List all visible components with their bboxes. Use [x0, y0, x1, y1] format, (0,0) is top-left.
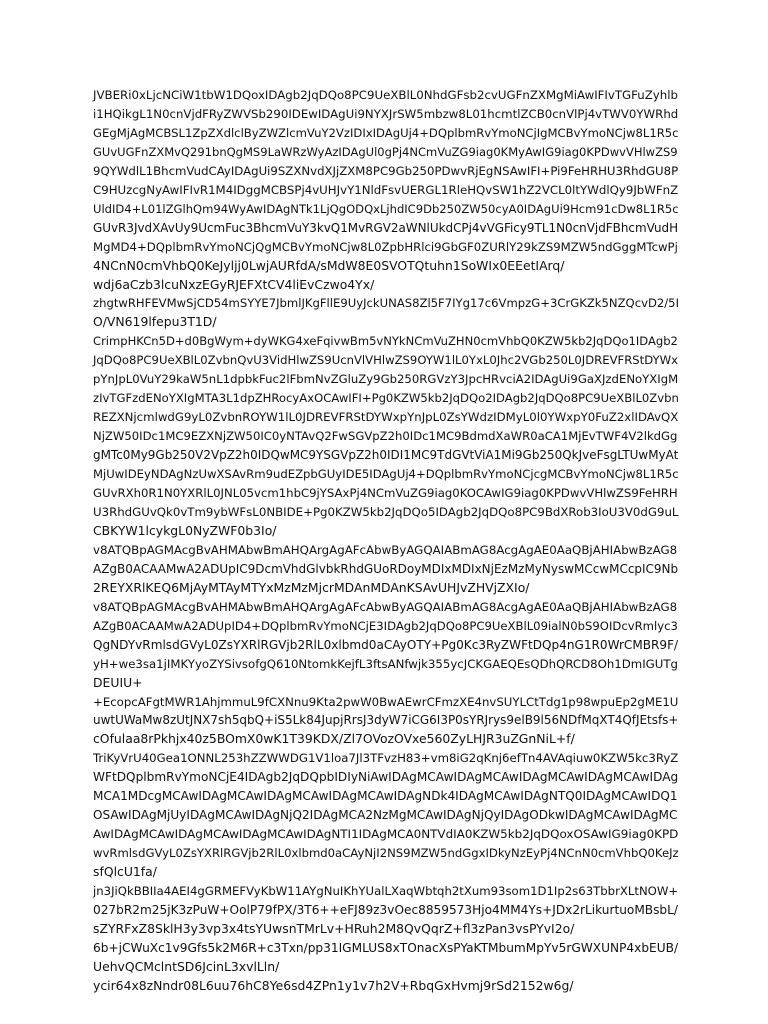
text-line: v8ATQBpAGMAcgBvAHMAbwBmAHQArgAgAFcAbwByAGQAIABmAG8AcgAgAE0AaQBjAHIAbwBzAG8 — [93, 542, 678, 557]
text-line: sZYRFxZ8SklH3y3vp3x4tsYUwsnTMrLv+HRuh2M8QvQqrZ+fl3zPan3vsPYvI2o/ — [93, 920, 575, 936]
text-line: zhgtwRHFEVMwSjCD54mSYYE7JbmlJKgFllE9UyJckUNAS8Zl5F7IYg17c6VmpzG+3CrGKZk5NZQcvD2/5I — [93, 296, 679, 311]
text-line: yH+we3sa1jIMKYyoZYSivsofgQ610NtomkKejfL3ftsANfwjk355ycJCKGAEQEsQDhQRCD8Oh1DmIGUTg — [93, 656, 678, 671]
text-line: 4NCnN0cmVhbQ0KeJyljj0LwjAURfdA/sMdW8E0SVOTQtuhn1SoWIx0EEetIArq/ — [93, 257, 565, 273]
text-line: U3RhdGUvQk0vTm9ybWFsL0NBIDE+Pg0KZW5kb2JqDQo5IDAgb2JqDQo8PC9BdXRob3IoU3V0dG9uL — [93, 504, 679, 519]
text-line: AZgB0ACAAMwA2ADUpIC9DcmVhdGlvbkRhdGUoRDoyMDIxMDIxNjEzMzMyNyswMCcwMCcpIC9Nb — [93, 561, 679, 576]
text-line: ycir64x8zNndr08L6uu76hC8Ye6sd4ZPn1y1v7h2V+RbqGxHvmj9rSd2152w6g/ — [93, 977, 574, 993]
text-line: wvRmlsdGVyL0ZsYXRlRGVjb2RlL0xlbmd0aCAyNjI2NS9MZW5ndGgxIDkyNzEyPj4NCnN0cmVhbQ0KeJz — [93, 846, 679, 861]
text-line: pYnJpL0VuY29kaW5nL1dpbkFuc2lFbmNvZGluZy9Gb250RGVzY3JpcHRvciA2IDAgUi9GaXJzdENoYXIgM — [93, 372, 679, 387]
text-line: gMTc0My9Gb250V2VpZ2h0IDQwMC9YSGVpZ2h0IDI1MC9TdGVtViA1Mi9Gb250QkJveFsgLTUwMyAt — [93, 448, 679, 463]
text-line: 9QYWdlL1BhcmVudCAyIDAgUi9SZXNvdXJjZXM8PC9Gb250PDwvRjEgNSAwIFI+Pi9FeHRHU3RhdGU8P — [93, 163, 679, 178]
text-line: 027bR2m25jK3zPuW+OolP79fPX/3T6++eFJ89z3vOec8859573Hjo4MM4Ys+JDx2rLikurtuoMBsbL/ — [93, 902, 678, 917]
text-line: GUvR3JvdXAvUy9UcmFuc3BhcmVuY3kvQ1MvRGV2aWNlUkdCPj4vVGFicy9TL1N0cnVjdFBhcmVudH — [93, 220, 679, 235]
text-line: TriKyVrU40Gea1ONNL253hZZWWDG1V1loa7Jl3TFvzH83+vm8iG2qKnj6efTn4AVAqiuw0KZW5kc3RyZ — [93, 751, 679, 766]
text-line: AwIDAgMCAwIDAgMCAwIDAgMCAwIDAgNTI1IDAgMCA0NTVdIA0KZW5kb2JqDQoxOSAwIG9iag0KPD — [93, 827, 679, 842]
text-line: JVBERi0xLjcNCiW1tbW1DQoxIDAgb2JqDQo8PC9UeXBlL0NhdGFsb2cvUGFnZXMgMiAwIFIvTGFuZyhlb — [93, 88, 678, 102]
text-line: 2REYXRlKEQ6MjAyMTAyMTYxMzMzMjcrMDAnMDAnKSAvUHJvZHVjZXIo/ — [93, 579, 530, 595]
text-line: CBKYW1lcykgL0NyZWF0b3Io/ — [93, 522, 277, 538]
text-line: v8ATQBpAGMAcgBvAHMAbwBmAHQArgAgAFcAbwByAGQAIABmAG8AcgAgAE0AaQBjAHIAbwBzAG8 — [93, 599, 678, 614]
text-line: +EcopcAFgtMWR1AhjmmuL9fCXNnu9Kta2pwW0BwAEwrCFmzXE4nvSUYLCtTdg1p98wpuEp2gME1U — [93, 694, 679, 709]
text-line: CrimpHKCn5D+d0BgWym+dyWKG4xeFqivwBm5vNYkNCmVuZHN0cmVhbQ0KZW5kb2JqDQo1IDAgb2 — [93, 334, 678, 349]
text-line: DEUIU+ — [93, 674, 143, 690]
encoded-text-block — [93, 86, 678, 996]
text-line: UehvQCMclntSD6JcinL3xvlLln/ — [93, 958, 280, 974]
text-line: GEgMjAgMCBSL1ZpZXdlclByZWZlcmVuY2VzIDIxIDAgUj4+DQplbmRvYmoNCjIgMCBvYmoNCjw8L1R5c — [93, 125, 679, 140]
text-line: UldID4+L01lZGlhQm94WyAwIDAgNTk1LjQgODQxLjhdIC9Db250ZW50cyA0IDAgUi9Hcm91cDw8L1R5c — [93, 201, 679, 216]
text-line: sfQlcU1fa/ — [93, 864, 157, 880]
text-line: jn3JiQkBBIIa4AEI4gGRMEFVyKbW11AYgNuIKhYUalLXaqWbtqh2tXum93som1D1Ip2s63TbbrXLtNOW+ — [93, 884, 679, 899]
text-line: i1HQikgL1N0cnVjdFRyZWVSb290IDEwIDAgUi9NYXJrSW5mbzw8L01hcmtlZCB0cnVlPj4vTWV0YWRhd — [93, 106, 679, 121]
text-line: uwtUWaMw8zUtJNX7sh5qbQ+iS5Lk84JupjRrsJ3dyW7iCG6I3P0sYRJrys9elB9l56NDfMqXT4QfJEtsfs+ — [93, 713, 679, 728]
text-line: MjUwIDEyNDAgNzUwXSAvRm9udEZpbGUyIDE5IDAgUj4+DQplbmRvYmoNCjcgMCBvYmoNCjw8L1R5c — [93, 467, 679, 482]
text-line: MgMD4+DQplbmRvYmoNCjQgMCBvYmoNCjw8L0ZpbHRlci9GbGF0ZURlY29kZS9MZW5ndGggMTcwPj — [93, 239, 678, 254]
text-line: 6b+jCWuXc1v9Gfs5k2M6R+c3Txn/pp31IGMLUS8xTOnacXsPYaKTMbumMpYv5rGWXUNP4xbEUB/ — [93, 940, 679, 955]
text-line: cOfulaa8rPkhjx40z5BOmX0wK1T39KDX/Zl7OVozOVxe560ZyLHJR3uZGnNiL+f/ — [93, 731, 575, 747]
text-line: GUvRXh0R1N0YXRlL0JNL05vcm1hbC9jYSAxPj4NCmVuZG9iag0KOCAwIG9iag0KPDwvVHlwZS9FeHRH — [93, 486, 678, 501]
text-line: zIvTGFzdENoYXIgMTA3L1dpZHRocyAxOCAwIFI+Pg0KZW5kb2JqDQo2IDAgb2JqDQo8PC9UeXBlL0Zvbn — [93, 391, 679, 406]
text-line: QgNDYvRmlsdGVyL0ZsYXRlRGVjb2RlL0xlbmd0aCAyOTY+Pg0Kc3RyZWFtDQp4nG1R0WrCMBR9F/ — [93, 637, 679, 652]
text-line: C9HUzcgNyAwIFIvR1M4IDggMCBSPj4vUHJvY1NldFsvUERGL1RleHQvSW1hZ2VCL0ltYWdlQy9JbWFnZ — [93, 182, 679, 197]
text-line: REZXNjcmlwdG9yL0ZvbnROYW1lL0JDREVFRStDYWxpYnJpL0ZsYWdzIDMyL0l0YWxpY0FuZ2xlIDAvQX — [93, 410, 679, 425]
text-line: JqDQo8PC9UeXBlL0ZvbnQvU3VidHlwZS9UcnVlVHlwZS9OYW1lL0YxL0Jhc2VGb250L0JDREVFRStDYWx — [93, 353, 679, 368]
text-line: wdj6aCzb3lcuNxzEGyRJEFXtCV4liEvCzwo4Yx/ — [93, 276, 375, 292]
text-line: GUvUGFnZXMvQ291bnQgMS9LaWRzWyAzIDAgUl0gPj4NCmVuZG9iag0KMyAwIG9iag0KPDwvVHlwZS9 — [93, 144, 678, 159]
text-line: O/VN619lfepu3T1D/ — [93, 314, 217, 330]
text-line: MCA1MDcgMCAwIDAgMCAwIDAgMCAwIDAgMCAwIDAgNDk4IDAgMCAwIDAgNTQ0IDAgMCAwIDQ1 — [93, 789, 678, 804]
text-line: NjZW50IDc1MC9EZXNjZW50IC0yNTAvQ2FwSGVpZ2h0IDc1MC9BdmdXaWR0aCA1MjEvTWF4V2lkdGg — [93, 429, 678, 444]
text-line: OSAwIDAgMjUyIDAgMCAwIDAgNjQ2IDAgMCA2NzMgMCAwIDAgNjQyIDAgODkwIDAgMCAwIDAgMC — [93, 808, 678, 823]
text-line: WFtDQplbmRvYmoNCjE4IDAgb2JqDQpbIDIyNiAwIDAgMCAwIDAgMCAwIDAgMCAwIDAgMCAwIDAg — [93, 770, 679, 785]
text-line: AZgB0ACAAMwA2ADUpID4+DQplbmRvYmoNCjE3IDAgb2JqDQo8PC9UeXBlL09ialN0bS9OIDcvRmlyc3 — [93, 618, 678, 633]
